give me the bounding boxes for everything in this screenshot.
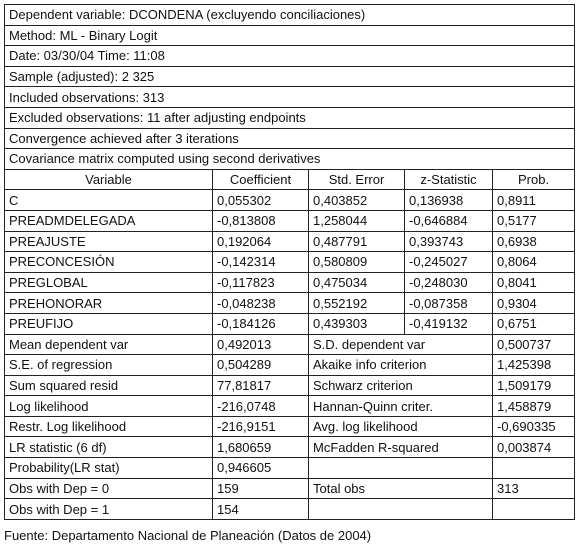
stat-row <box>5 458 575 479</box>
header-line: Date: 03/30/04 Time: 11:08 <box>5 46 575 67</box>
stat-value: 159 <box>213 478 309 499</box>
stat-value: 0,504289 <box>213 355 309 376</box>
coefficient-row <box>5 293 575 314</box>
header-row <box>5 5 575 26</box>
stat-label <box>309 499 493 520</box>
coefficient-value: -0,419132 <box>405 313 493 334</box>
variable-name: PREHONORAR <box>5 293 213 314</box>
stat-row <box>5 334 575 355</box>
coefficient-value: 0,8041 <box>493 272 575 293</box>
coefficient-value: -0,646884 <box>405 210 493 231</box>
stat-row <box>5 396 575 417</box>
stat-label: Schwarz criterion <box>309 375 493 396</box>
column-header-row <box>5 169 575 190</box>
column-header: Std. Error <box>309 169 405 190</box>
coefficient-value: 0,403852 <box>309 190 405 211</box>
coefficient-row <box>5 231 575 252</box>
stat-label: Sum squared resid <box>5 375 213 396</box>
stat-row <box>5 355 575 376</box>
coefficient-value: -0,813808 <box>213 210 309 231</box>
column-header: Coefficient <box>213 169 309 190</box>
column-header: Variable <box>5 169 213 190</box>
stat-value <box>493 499 575 520</box>
stat-label: Hannan-Quinn criter. <box>309 396 493 417</box>
stat-value: 1,425398 <box>493 355 575 376</box>
stat-label: Akaike info criterion <box>309 355 493 376</box>
header-row <box>5 87 575 108</box>
coefficient-value: 0,9304 <box>493 293 575 314</box>
stat-label: Obs with Dep = 1 <box>5 499 213 520</box>
stat-row <box>5 437 575 458</box>
coefficient-value: -0,245027 <box>405 252 493 273</box>
coefficient-value: 0,552192 <box>309 293 405 314</box>
stat-label: Avg. log likelihood <box>309 416 493 437</box>
coefficient-value: -0,117823 <box>213 272 309 293</box>
coefficient-value: 0,192064 <box>213 231 309 252</box>
coefficient-value: 1,258044 <box>309 210 405 231</box>
column-header: Prob. <box>493 169 575 190</box>
stat-label: S.E. of regression <box>5 355 213 376</box>
variable-name: PREUFIJO <box>5 313 213 334</box>
stat-label: Restr. Log likelihood <box>5 416 213 437</box>
stat-value: 0,500737 <box>493 334 575 355</box>
header-line: Sample (adjusted): 2 325 <box>5 66 575 87</box>
variable-name: PREGLOBAL <box>5 272 213 293</box>
header-line: Covariance matrix computed using second derivatives <box>5 149 575 170</box>
coefficient-value: 0,6938 <box>493 231 575 252</box>
stat-label <box>309 458 493 479</box>
stat-row <box>5 478 575 499</box>
coefficient-value: -0,048238 <box>213 293 309 314</box>
source-note: Fuente: Departamento Nacional de Planeación (Datos de 2004) <box>4 528 372 543</box>
stat-value: 77,81817 <box>213 375 309 396</box>
stat-row <box>5 499 575 520</box>
coefficient-row <box>5 272 575 293</box>
header-row <box>5 25 575 46</box>
coefficient-value: 0,136938 <box>405 190 493 211</box>
header-row <box>5 46 575 67</box>
header-line: Method: ML - Binary Logit <box>5 25 575 46</box>
coefficient-row <box>5 210 575 231</box>
variable-name: PREADMDELEGADA <box>5 210 213 231</box>
stat-value: 0,492013 <box>213 334 309 355</box>
coefficient-value: 0,487791 <box>309 231 405 252</box>
stat-label: McFadden R-squared <box>309 437 493 458</box>
coefficient-row <box>5 252 575 273</box>
stat-value: 0,946605 <box>213 458 309 479</box>
stat-label: Log likelihood <box>5 396 213 417</box>
stat-value: 313 <box>493 478 575 499</box>
coefficient-value: 0,475034 <box>309 272 405 293</box>
header-line: Excluded observations: 11 after adjusting endpoints <box>5 107 575 128</box>
header-line: Dependent variable: DCONDENA (excluyendo conciliaciones) <box>5 5 575 26</box>
stat-value: 1,509179 <box>493 375 575 396</box>
coefficient-value: 0,055302 <box>213 190 309 211</box>
stat-label: S.D. dependent var <box>309 334 493 355</box>
stat-value: 1,680659 <box>213 437 309 458</box>
stat-value <box>493 458 575 479</box>
coefficient-value: -0,087358 <box>405 293 493 314</box>
stat-label: LR statistic (6 df) <box>5 437 213 458</box>
header-row <box>5 128 575 149</box>
variable-name: PRECONCESIÓN <box>5 252 213 273</box>
coefficient-value: 0,5177 <box>493 210 575 231</box>
coefficient-value: 0,393743 <box>405 231 493 252</box>
coefficient-row <box>5 190 575 211</box>
header-row <box>5 107 575 128</box>
coefficient-value: -0,184126 <box>213 313 309 334</box>
coefficient-value: 0,580809 <box>309 252 405 273</box>
stat-label: Mean dependent var <box>5 334 213 355</box>
stat-value: -0,690335 <box>493 416 575 437</box>
header-row <box>5 66 575 87</box>
stat-row <box>5 375 575 396</box>
stat-value: -216,9151 <box>213 416 309 437</box>
variable-name: C <box>5 190 213 211</box>
header-line: Convergence achieved after 3 iterations <box>5 128 575 149</box>
coefficient-value: 0,439303 <box>309 313 405 334</box>
coefficient-value: -0,248030 <box>405 272 493 293</box>
stat-value: -216,0748 <box>213 396 309 417</box>
stat-label: Total obs <box>309 478 493 499</box>
stat-label: Probability(LR stat) <box>5 458 213 479</box>
stat-row <box>5 416 575 437</box>
coefficient-value: -0,142314 <box>213 252 309 273</box>
coefficient-value: 0,8911 <box>493 190 575 211</box>
regression-table <box>4 4 575 520</box>
coefficient-value: 0,6751 <box>493 313 575 334</box>
variable-name: PREAJUSTE <box>5 231 213 252</box>
stat-value: 0,003874 <box>493 437 575 458</box>
header-row <box>5 149 575 170</box>
column-header: z-Statistic <box>405 169 493 190</box>
header-line: Included observations: 313 <box>5 87 575 108</box>
stat-value: 154 <box>213 499 309 520</box>
stat-value: 1,458879 <box>493 396 575 417</box>
coefficient-row <box>5 313 575 334</box>
coefficient-value: 0,8064 <box>493 252 575 273</box>
stat-label: Obs with Dep = 0 <box>5 478 213 499</box>
